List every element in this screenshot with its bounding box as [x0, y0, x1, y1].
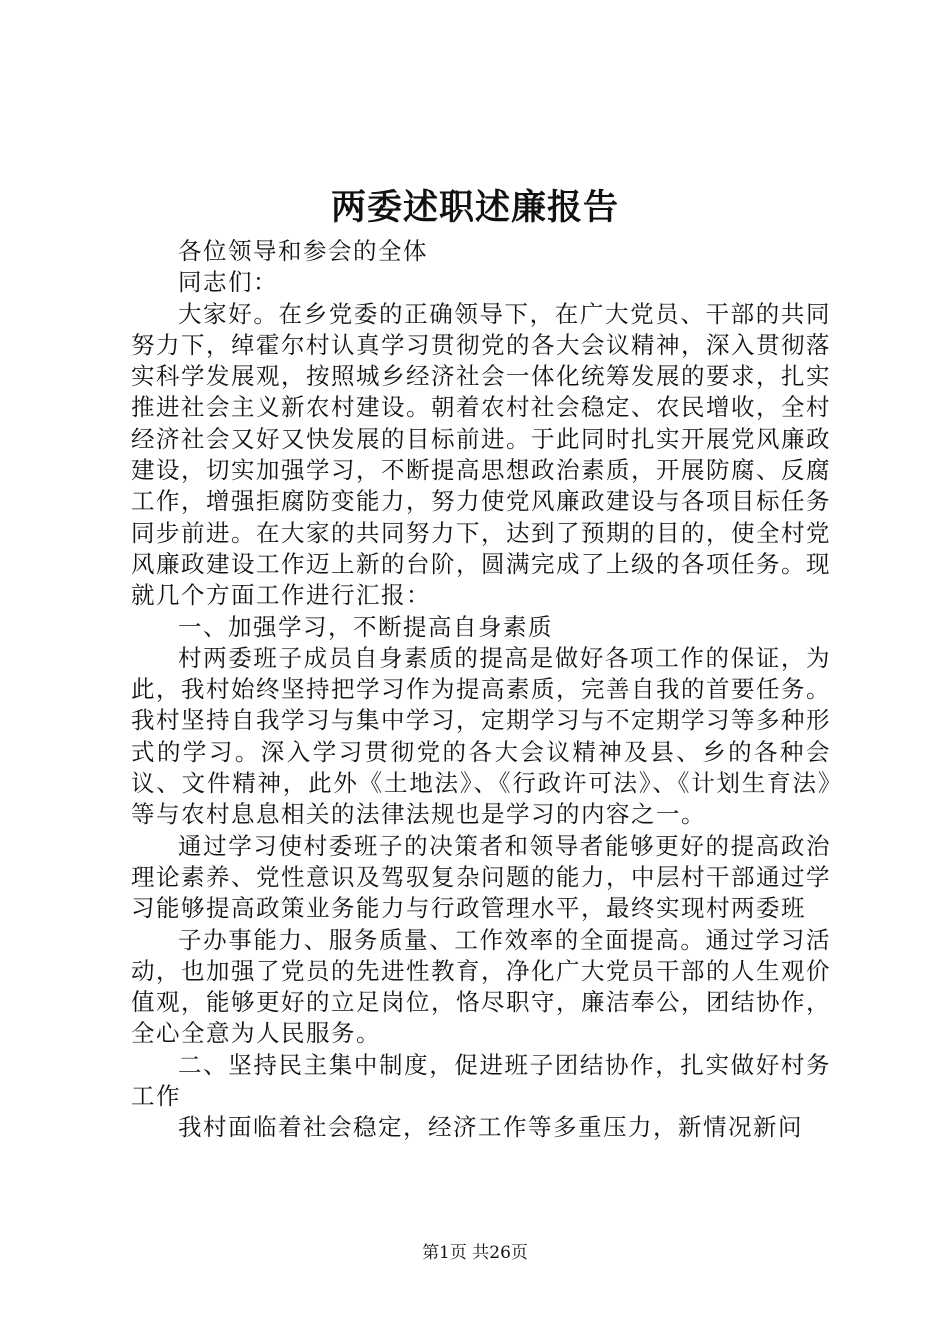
body-paragraph-study: 村两委班子成员自身素质的提高是做好各项工作的保证，为此，我村始终坚持把学习作为提高素质，完善自我的首要任务。我村坚持自我学习与集中学习，定期学习与不定期学习等多种形式的学习。深入学习贯彻党的各大会议精神及县、乡的各种会议、文件精神，此外《土地法》、《行政许可法》、《计划生育法》等与农村息息相关的法律法规也是学习的内容之一。	[131, 643, 831, 829]
body-paragraph-intro: 大家好。在乡党委的正确领导下，在广大党员、干部的共同努力下，绰霍尔村认真学习贯彻党的各大会议精神，深入贯彻落实科学发展观，按照城乡经济社会一体化统筹发展的要求，扎实推进社会主义新农村建设。朝着农村社会稳定、农民增收，全村经济社会又好又快发展的目标前进。于此同时扎实开展党风廉政建设，切实加强学习，不断提高思想政治素质，开展防腐、反腐工作，增强拒腐防变能力，努力使党风廉政建设与各项目标任务同步前进。在大家的共同努力下，达到了预期的目的，使全村党风廉政建设工作迈上新的台阶，圆满完成了上级的各项任务。现就几个方面工作进行汇报：	[131, 299, 831, 610]
body-paragraph-democracy: 我村面临着社会稳定，经济工作等多重压力，新情况新问	[178, 1113, 803, 1142]
page-footer: 第1页 共26页	[422, 1243, 528, 1263]
salutation-line-2: 同志们：	[178, 268, 278, 297]
body-paragraph-study-continued: 子办事能力、服务质量、工作效率的全面提高。通过学习活动，也加强了党员的先进性教育，净化广大党员干部的人生观价值观，能够更好的立足岗位，恪尽职守，廉洁奉公，团结协作，全心全意为人民服务。	[131, 925, 831, 1048]
section-heading-2: 二、坚持民主集中制度，促进班子团结协作，扎实做好村务工作	[131, 1050, 831, 1111]
document-title: 两委述职述廉报告	[330, 187, 619, 228]
salutation-line-1: 各位领导和参会的全体	[178, 237, 428, 265]
document-body	[131, 236, 831, 1144]
section-heading-1: 一、加强学习，不断提高自身素质	[178, 612, 553, 641]
body-paragraph-study-result: 通过学习使村委班子的决策者和领导者能够更好的提高政治理论素养、党性意识及驾驭复杂问题的能力，中层村干部通过学习能够提高政策业务能力与行政管理水平，最终实现村两委班	[131, 831, 831, 923]
